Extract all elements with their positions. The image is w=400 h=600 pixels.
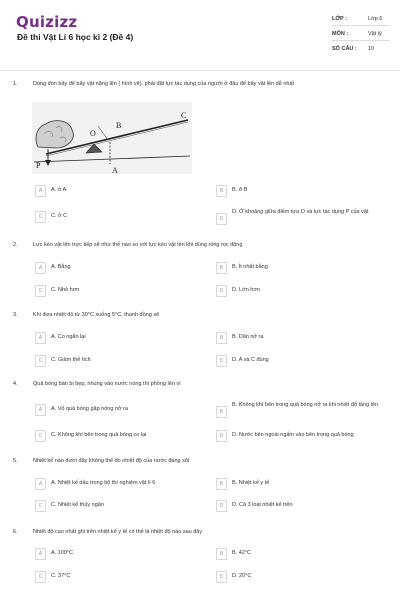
option-letter: D <box>216 355 227 367</box>
option-letter: D <box>216 285 227 297</box>
option-letter: C <box>35 500 46 512</box>
meta-label: MÔN : <box>332 31 349 37</box>
option-letter: B <box>216 185 227 197</box>
option-text: A. Co ngắn lại <box>51 334 86 340</box>
header-divider <box>0 70 400 71</box>
option-letter: B <box>216 406 227 418</box>
meta-value: Lớp 6 <box>368 16 383 22</box>
option-letter: D <box>216 213 227 225</box>
option-text: A. Bằng <box>51 264 71 270</box>
divider <box>332 40 390 41</box>
option-letter: D <box>216 571 227 583</box>
option-letter: B <box>216 478 227 490</box>
option-letter: A <box>35 548 46 560</box>
option-letter: A <box>35 332 46 344</box>
option-letter: C <box>35 430 46 442</box>
worksheet-header <box>0 0 400 64</box>
option-letter: C <box>35 285 46 297</box>
option-text: B. ở B <box>232 187 248 193</box>
meta-label: LỚP : <box>332 16 347 22</box>
worksheet-title: Đề thi Vật Lí 6 học kì 2 (Đề 4) <box>17 32 134 42</box>
point-label-p: P <box>36 161 41 170</box>
option-letter: A <box>35 262 46 274</box>
point-label-b: B <box>116 121 122 130</box>
meta-value: 10 <box>368 46 375 52</box>
lever-diagram <box>32 102 192 174</box>
option-text: D. Cả 3 loại nhiệt kế trên <box>232 502 293 508</box>
option-letter: B <box>216 332 227 344</box>
option-text: C. Không khí bên trong quả bóng co lại <box>51 432 147 438</box>
option-text: B. Dãn nở ra <box>232 334 264 340</box>
question-text: Nhiệt độ cao nhất ghi trên nhiệt kế y tế có thể là nhiệt độ nào sau đây <box>33 529 203 535</box>
option-letter: C <box>35 211 46 223</box>
option-text: C. Nhỏ hơn <box>51 287 80 293</box>
option-text: D. 20°C <box>232 573 252 579</box>
option-letter: B <box>216 548 227 560</box>
option-letter: A <box>35 478 46 490</box>
question-text: Nhiệt kế nào dưới đây không thể đo nhiệt độ của nước đang sôi <box>33 458 190 464</box>
option-text: B. Nhiệt kế y tế <box>232 480 270 486</box>
option-text: C. Nhiệt kế thủy ngân <box>51 502 104 508</box>
option-letter: A <box>35 404 46 416</box>
question-number: 4. <box>13 381 18 387</box>
option-text: B. Ít nhất bằng <box>232 264 268 270</box>
question-number: 2. <box>13 242 18 248</box>
option-text: A. ở A <box>51 187 67 193</box>
option-text: D. Lớn hơn <box>232 287 261 293</box>
option-letter: C <box>35 355 46 367</box>
question-text: Lực kéo vật lên trực tiếp sẽ như thế nào so với lực kéo vật lên khi dùng ròng rọc động <box>33 242 243 248</box>
option-letter: A <box>35 185 46 197</box>
divider <box>332 25 390 26</box>
question-number: 6. <box>13 529 18 535</box>
question-number: 3. <box>13 312 18 318</box>
question-number: 5. <box>13 458 18 464</box>
point-label-o: O <box>90 129 96 138</box>
option-text: C. 37°C <box>51 573 71 579</box>
point-label-a: A <box>112 166 118 174</box>
option-text: D. Ở khoảng giữa điểm tựa O và lực tác dụng P của vật <box>232 209 369 215</box>
option-text: D. A và C đúng <box>232 357 269 363</box>
option-text: B. Không khí bên trong quả bóng nở ra khi nhiệt độ tăng lên <box>232 402 379 408</box>
option-text: A. 100°C <box>51 550 74 556</box>
question-text: Khi đưa nhiệt độ từ 30°C xuống 5°C, thanh đồng sẽ <box>33 312 160 318</box>
meta-label: SỐ CÂU : <box>332 46 357 52</box>
option-text: D. Nước bên ngoài ngấm vào bên trong quả bóng <box>232 432 354 438</box>
option-text: A. Vỏ quả bóng gặp nóng nở ra <box>51 406 128 412</box>
option-text: C. ở C <box>51 213 68 219</box>
option-text: B. 42°C <box>232 550 252 556</box>
option-letter: B <box>216 262 227 274</box>
question-text: Dùng đòn bẩy để bẩy vật nặng lên ( hình vẽ). phải đặt lực tác dụng của người ở đâu để bẩy vật lên dễ nhất <box>33 81 295 87</box>
option-text: A. Nhiệt kế dầu trong bộ thí nghiệm vật lí 6 <box>51 480 156 486</box>
option-letter: D <box>216 430 227 442</box>
option-text: C. Giảm thể tích <box>51 357 91 363</box>
option-letter: C <box>35 571 46 583</box>
lever-figure <box>32 102 192 174</box>
meta-value: Vật lý <box>368 31 382 37</box>
option-letter: D <box>216 500 227 512</box>
question-number: 1. <box>13 81 18 87</box>
question-text: Quả bóng bàn bị bẹp, nhúng vào nước nóng thì phồng lên vì <box>33 381 181 387</box>
quizizz-logo: Quizizz <box>16 13 78 31</box>
point-label-c: C <box>181 111 187 120</box>
